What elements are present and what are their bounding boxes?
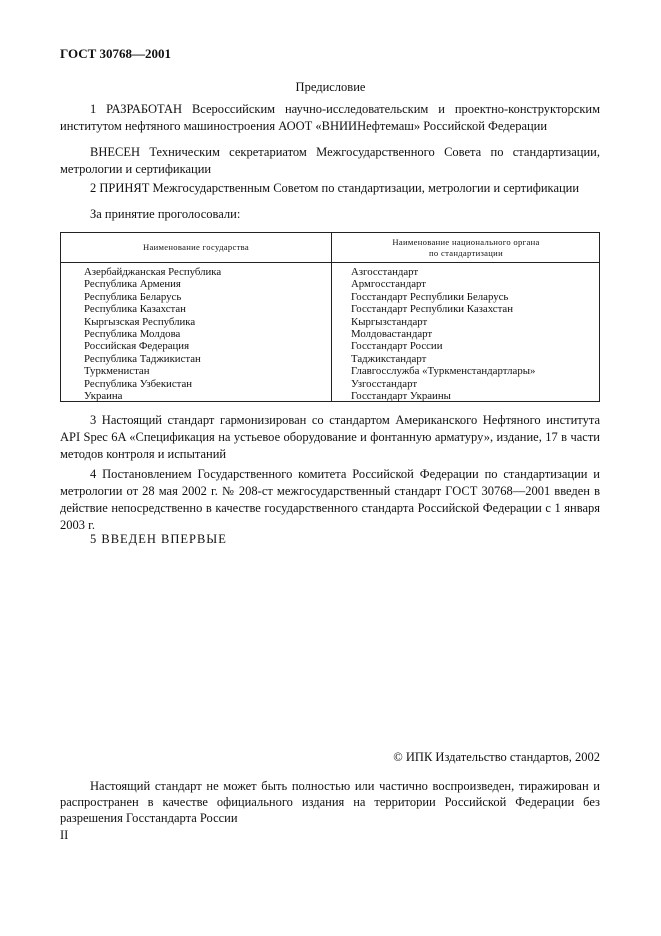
paragraph-voted: За принятие проголосовали: — [90, 207, 241, 221]
paragraph-resolution: 4 Постановлением Государственного комитета Российской Федерации по стандартизации и метрологии от 28 мая 2002 г. № 208-ст межгосударственный стандарт ГОСТ 30768—2001 введен в действие непосредственно в качестве государственного стандарта Российской Федерации с 1 января 2003 г. — [60, 467, 600, 532]
paragraph-adopted: 2 ПРИНЯТ Межгосударственным Советом по стандартизации, метрологии и сертификации — [90, 181, 580, 195]
paragraph-developed: 1 РАЗРАБОТАН Всероссийским научно-исследовательским и проектно-конструкторским институтом нефтяного машиностроения АООТ «ВНИИНефтемаш» Российской Федерации — [60, 102, 600, 133]
table-cell-state: Республика Беларусь — [84, 290, 182, 303]
table-cell-body: Госстандарт России — [351, 340, 443, 353]
table-cell-body: Госстандарт Украины — [351, 390, 451, 403]
table-cell-state: Республика Узбекистан — [84, 377, 193, 390]
paragraph-introduced: ВНЕСЕН Техническим секретариатом Межгосударственного Совета по стандартизации, метрологии и сертификации — [60, 145, 600, 176]
table-column-bodies — [351, 266, 535, 402]
preface-title: Предисловие — [295, 80, 366, 94]
table-divider-horizontal — [61, 262, 599, 263]
table-cell-body: Госстандарт Республики Беларусь — [351, 290, 509, 303]
table-cell-body: Госстандарт Республики Казахстан — [351, 303, 513, 316]
voting-table — [60, 232, 600, 402]
table-cell-state: Республика Молдова — [84, 328, 181, 341]
table-cell-body: Кыргызстандарт — [351, 315, 428, 328]
table-cell-body: Армгосстандарт — [351, 278, 426, 291]
table-header-body-line2: по стандартизации — [429, 248, 503, 258]
table-cell-state: Республика Армения — [84, 278, 181, 291]
table-cell-body: Таджикстандарт — [351, 352, 427, 365]
table-cell-state: Кыргызская Республика — [84, 315, 196, 328]
table-column-states — [84, 266, 221, 402]
table-cell-body: Узгосстандарт — [351, 377, 418, 390]
paragraph-harmonized: 3 Настоящий стандарт гармонизирован со стандартом Американского Нефтяного института API Spec 6A «Спецификация на устьевое оборудование и фонтанную арматуру», издание, 17 в части методов контроля и испытаний — [60, 413, 600, 461]
table-header-body-line1: Наименование национального органа — [392, 237, 540, 247]
document-code: ГОСТ 30768—2001 — [60, 46, 172, 61]
table-cell-state: Азербайджанская Республика — [84, 266, 222, 278]
copyright-line: © ИПК Издательство стандартов, 2002 — [393, 750, 600, 764]
table-header-state: Наименование государства — [143, 242, 249, 252]
page-number: II — [60, 828, 69, 842]
table-cell-body: Азгосстандарт — [351, 266, 419, 278]
table-cell-body: Главгосслужба «Туркменстандартлары» — [351, 365, 536, 378]
table-cell-state: Украина — [84, 390, 123, 403]
paragraph-first-introduced: 5 ВВЕДЕН ВПЕРВЫЕ — [90, 532, 227, 546]
reproduction-notice: Настоящий стандарт не может быть полностью или частично воспроизведен, тиражирован и распространен в качестве официального издания на территории Российской Федерации без разрешения Госстандарта России — [60, 779, 600, 825]
table-cell-body: Молдовастандарт — [351, 328, 433, 341]
table-cell-state: Республика Таджикистан — [84, 352, 201, 365]
table-cell-state: Туркменистан — [84, 365, 150, 378]
table-cell-state: Республика Казахстан — [84, 303, 186, 316]
table-cell-state: Российская Федерация — [84, 340, 190, 353]
table-header-body — [332, 237, 600, 259]
